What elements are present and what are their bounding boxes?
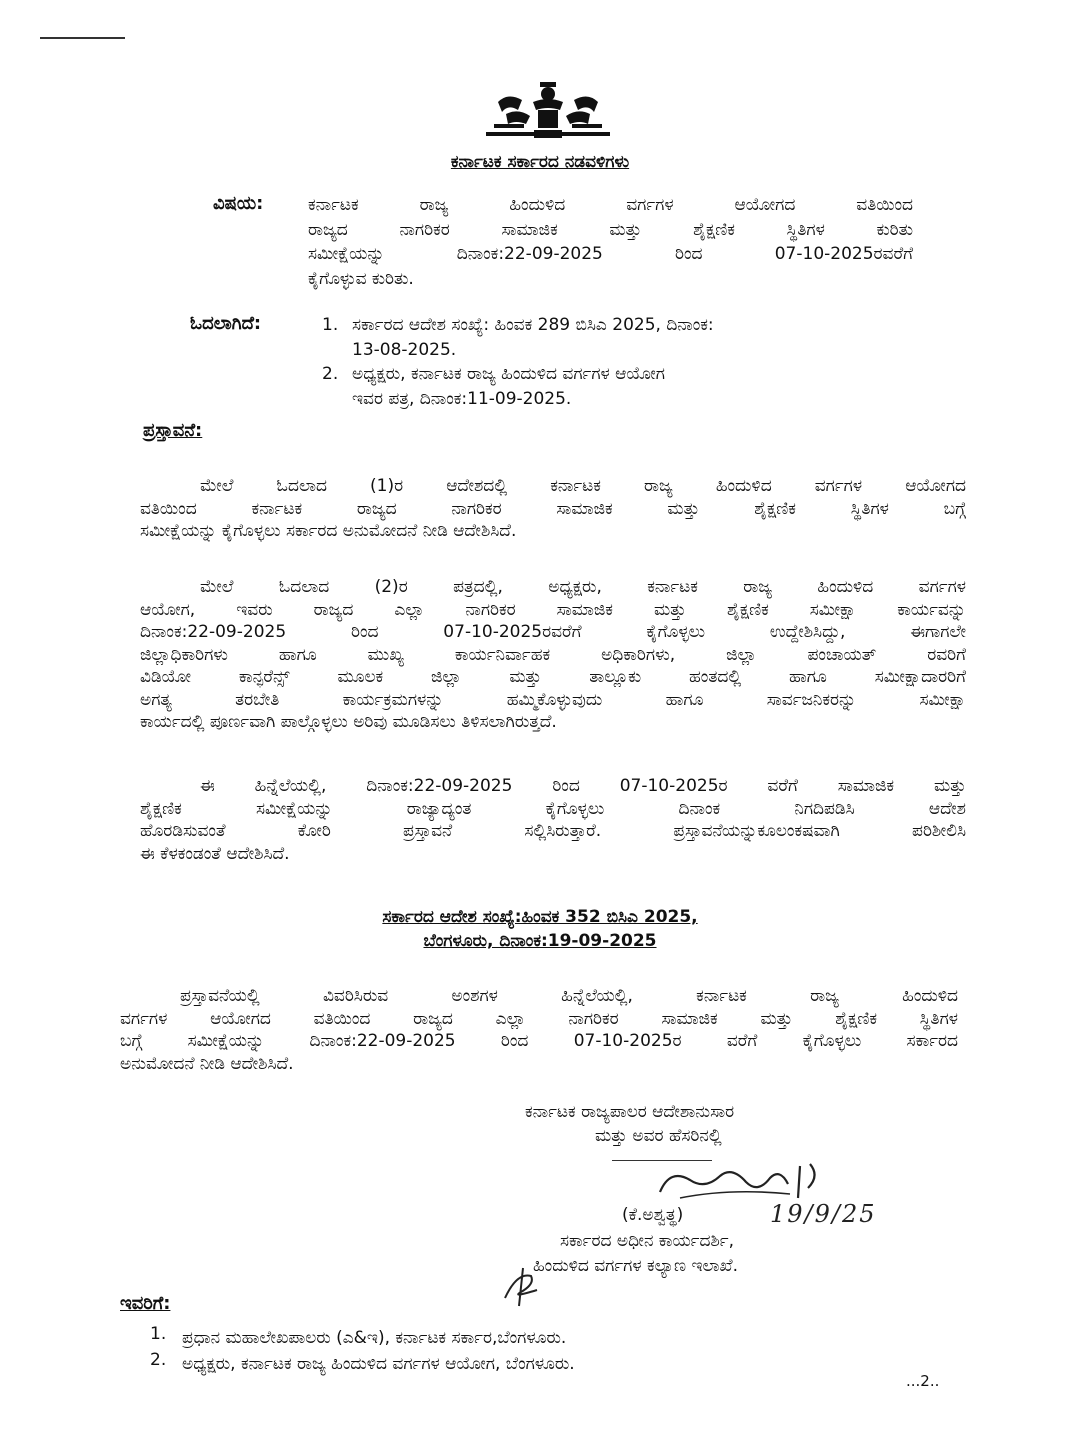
authority-line: ಕರ್ನಾಟಕ ರಾಜ್ಯಪಾಲರ ಆದೇಶಾನುಸಾರ — [525, 1102, 735, 1122]
reference-line: ಸರ್ಕಾರದ ಆದೇಶ ಸಂಖ್ಯೆ: ಹಿಂವಕ 289 ಬಿಸಿಎ 2025, ದಿನಾಂಕ: — [352, 315, 714, 335]
recipient-item: ಪ್ರಧಾನ ಮಹಾಲೇಖಪಾಲರು (ಎ&ಇ), ಕರ್ನಾಟಕ ಸರ್ಕಾರ,ಬೆಂಗಳೂರು. — [182, 1328, 567, 1348]
reference-number: 1. — [322, 315, 339, 335]
paragraph-line: ಸಮೀಕ್ಷೆಯನ್ನು ಕೈಗೊಳ್ಳಲು ಸರ್ಕಾರದ ಅನುಮೋದನೆ ನೀಡಿ ಆದೇಶಿಸಿದೆ. — [140, 521, 517, 541]
paragraph-line: ಜಿಲ್ಲಾಧಿಕಾರಿಗಳು ಹಾಗೂ ಮುಖ್ಯ ಕಾರ್ಯನಿರ್ವಾಹಕ ಅಧಿಕಾರಿಗಳು, ಜಿಲ್ಲಾ ಪಂಚಾಯತ್ ರವರಿಗೆ — [140, 644, 966, 665]
signatory-department: ಹಿಂದುಳಿದ ವರ್ಗಗಳ ಕಲ್ಯಾಣ ಇಲಾಖೆ. — [533, 1256, 738, 1276]
references-label: ಓದಲಾಗಿದೆ: — [190, 313, 262, 334]
recipients-label: ಇವರಿಗೆ: — [120, 1293, 171, 1314]
paragraph-line: ಕಾರ್ಯದಲ್ಲಿ ಪೂರ್ಣವಾಗಿ ಪಾಲ್ಗೊಳ್ಳಲು ಅರಿವು ಮೂಡಿಸಲು ತಿಳಿಸಲಾಗಿರುತ್ತದೆ. — [140, 712, 557, 732]
preamble-paragraph-2 — [140, 576, 966, 734]
paragraph-line: ಬಗ್ಗೆ ಸಮೀಕ್ಷೆಯನ್ನು ದಿನಾಂಕ:22-09-2025 ರಿಂದ 07-10-2025ರ ವರೆಗೆ ಕೈಗೊಳ್ಳಲು ಸರ್ಕಾರದ — [120, 1031, 958, 1051]
page-number: ...2.. — [906, 1372, 940, 1390]
paragraph-line: ಅಗತ್ಯ ತರಬೇತಿ ಕಾರ್ಯಕ್ರಮಗಳನ್ನು ಹಮ್ಮಿಕೊಳ್ಳುವುದು ಹಾಗೂ ಸಾರ್ವಜನಿಕರನ್ನು ಸಮೀಕ್ಷಾ — [140, 689, 966, 710]
reference-line: ಅಧ್ಯಕ್ಷರು, ಕರ್ನಾಟಕ ರಾಜ್ಯ ಹಿಂದುಳಿದ ವರ್ಗಗಳ ಆಯೋಗ — [352, 364, 665, 384]
page-title: ಕರ್ನಾಟಕ ಸರ್ಕಾರದ ನಡವಳಿಗಳು — [450, 152, 630, 172]
reference-number: 2. — [322, 364, 339, 384]
paragraph-line: ಅನುಮೋದನೆ ನೀಡಿ ಆದೇಶಿಸಿದೆ. — [120, 1053, 294, 1074]
reference-item — [352, 313, 892, 362]
initial-mark-icon — [497, 1262, 547, 1308]
paragraph-line: ಈ ಹಿನ್ನೆಲೆಯಲ್ಲಿ, ದಿನಾಂಕ:22-09-2025 ರಿಂದ 07-10-2025ರ ವರೆಗೆ ಸಾಮಾಜಿಕ ಮತ್ತು — [200, 776, 966, 796]
preamble-paragraph-3 — [140, 775, 966, 865]
paragraph-line: ಮೇಲೆ ಓದಲಾದ (2)ರ ಪತ್ರದಲ್ಲಿ, ಅಧ್ಯಕ್ಷರು, ಕರ್ನಾಟಕ ರಾಜ್ಯ ಹಿಂದುಳಿದ ವರ್ಗಗಳ — [200, 577, 966, 597]
subject-line: ಕೈಗೊಳ್ಳುವ ಕುರಿತು. — [308, 268, 414, 289]
subject-label: ವಿಷಯ: — [213, 193, 264, 214]
paragraph-line: ಈ ಕೆಳಕಂಡಂತೆ ಆದೇಶಿಸಿದೆ. — [140, 843, 290, 864]
paragraph-line: ವಿಡಿಯೋ ಕಾನ್ಫರೆನ್ಸ್ ಮೂಲಕ ಜಿಲ್ಲಾ ಮತ್ತು ತಾಲ್ಲೂಕು ಹಂತದಲ್ಲಿ ಹಾಗೂ ಸಮೀಕ್ಷಾದಾರರಿಗೆ — [140, 667, 966, 687]
paragraph-line: ದಿನಾಂಕ:22-09-2025 ರಿಂದ 07-10-2025ರವರೆಗೆ ಕೈಗೊಳ್ಳಲು ಉದ್ದೇಶಿಸಿದ್ದು, ಈಗಾಗಲೇ — [140, 622, 966, 642]
paragraph-line: ವರ್ಗಗಳ ಆಯೋಗದ ವತಿಯಿಂದ ರಾಜ್ಯದ ಎಲ್ಲಾ ನಾಗರಿಕರ ಸಾಮಾಜಿಕ ಮತ್ತು ಶೈಕ್ಷಣಿಕ ಸ್ಥಿತಿಗಳ — [120, 1008, 958, 1029]
paragraph-line: ಪ್ರಸ್ತಾವನೆಯಲ್ಲಿ ವಿವರಿಸಿರುವ ಅಂಶಗಳ ಹಿನ್ನೆಲೆಯಲ್ಲಿ, ಕರ್ನಾಟಕ ರಾಜ್ಯ ಹಿಂದುಳಿದ — [180, 986, 958, 1006]
order-paragraph — [120, 985, 958, 1075]
reference-line: 13-08-2025. — [352, 339, 457, 360]
signatory-designation: ಸರ್ಕಾರದ ಅಧೀನ ಕಾರ್ಯದರ್ಶಿ, — [560, 1231, 734, 1251]
recipient-number: 1. — [150, 1324, 167, 1344]
authority-line: ಮತ್ತು ಅವರ ಹೆಸರಿನಲ್ಲಿ — [595, 1126, 722, 1146]
order-heading-line-1: ಸರ್ಕಾರದ ಆದೇಶ ಸಂಖ್ಯೆ:ಹಿಂವಕ 352 ಬಿಸಿಎ 2025, — [382, 907, 698, 927]
order-heading-line-2: ಬೆಂಗಳೂರು, ದಿನಾಂಕ:19-09-2025 — [423, 931, 657, 951]
subject-line: ಸಮೀಕ್ಷೆಯನ್ನು ದಿನಾಂಕ:22-09-2025 ರಿಂದ 07-10-2025ರವರೆಗೆ — [308, 244, 913, 264]
reference-item — [352, 362, 892, 411]
subject-line: ರಾಜ್ಯದ ನಾಗರಿಕರ ಸಾಮಾಜಿಕ ಮತ್ತು ಶೈಕ್ಷಣಿಕ ಸ್ಥಿತಿಗಳ ಕುರಿತು — [308, 219, 913, 240]
subject-line: ಕರ್ನಾಟಕ ರಾಜ್ಯ ಹಿಂದುಳಿದ ವರ್ಗಗಳ ಆಯೋಗದ ವತಿಯಿಂದ — [308, 195, 913, 215]
paragraph-line: ವತಿಯಿಂದ ಕರ್ನಾಟಕ ರಾಜ್ಯದ ನಾಗರಿಕರ ಸಾಮಾಜಿಕ ಮತ್ತು ಶೈಕ್ಷಣಿಕ ಸ್ಥಿತಿಗಳ ಬಗ್ಗೆ — [140, 498, 966, 519]
reference-line: ಇವರ ಪತ್ರ, ದಿನಾಂಕ:11-09-2025. — [352, 388, 572, 409]
scan-mark — [40, 37, 125, 39]
paragraph-line: ಹೊರಡಿಸುವಂತೆ ಕೋರಿ ಪ್ರಸ್ತಾವನೆ ಸಲ್ಲಿಸಿರುತ್ತಾರೆ. ಪ್ರಸ್ತಾವನೆಯನ್ನುಕೂಲಂಕಷವಾಗಿ ಪರಿಶೀಲಿಸಿ — [140, 821, 966, 841]
recipient-item: ಅಧ್ಯಕ್ಷರು, ಕರ್ನಾಟಕ ರಾಜ್ಯ ಹಿಂದುಳಿದ ವರ್ಗಗಳ ಆಯೋಗ, ಬೆಂಗಳೂರು. — [182, 1354, 575, 1374]
subject-text — [308, 193, 913, 291]
recipient-number: 2. — [150, 1350, 167, 1370]
handwritten-date: 19/9/25 — [770, 1200, 877, 1228]
preamble-paragraph-1 — [140, 475, 966, 543]
paragraph-line: ಮೇಲೆ ಓದಲಾದ (1)ರ ಆದೇಶದಲ್ಲಿ ಕರ್ನಾಟಕ ರಾಜ್ಯ ಹಿಂದುಳಿದ ವರ್ಗಗಳ ಆಯೋಗದ — [200, 476, 966, 496]
signatory-name: (ಕೆ.ಅಶ್ವತ್ಥ) — [622, 1205, 684, 1225]
paragraph-line: ಶೈಕ್ಷಣಿಕ ಸಮೀಕ್ಷೆಯನ್ನು ರಾಜ್ಯಾದ್ಯಂತ ಕೈಗೊಳ್ಳಲು ದಿನಾಂಕ ನಿಗದಿಪಡಿಸಿ ಆದೇಶ — [140, 798, 966, 819]
government-emblem-icon — [478, 80, 618, 146]
preamble-label: ಪ್ರಸ್ತಾವನೆ: — [143, 420, 203, 441]
paragraph-line: ಆಯೋಗ, ಇವರು ರಾಜ್ಯದ ಎಲ್ಲಾ ನಾಗರಿಕರ ಸಾಮಾಜಿಕ ಮತ್ತು ಶೈಕ್ಷಣಿಕ ಸಮೀಕ್ಷಾ ಕಾರ್ಯವನ್ನು — [140, 599, 966, 620]
